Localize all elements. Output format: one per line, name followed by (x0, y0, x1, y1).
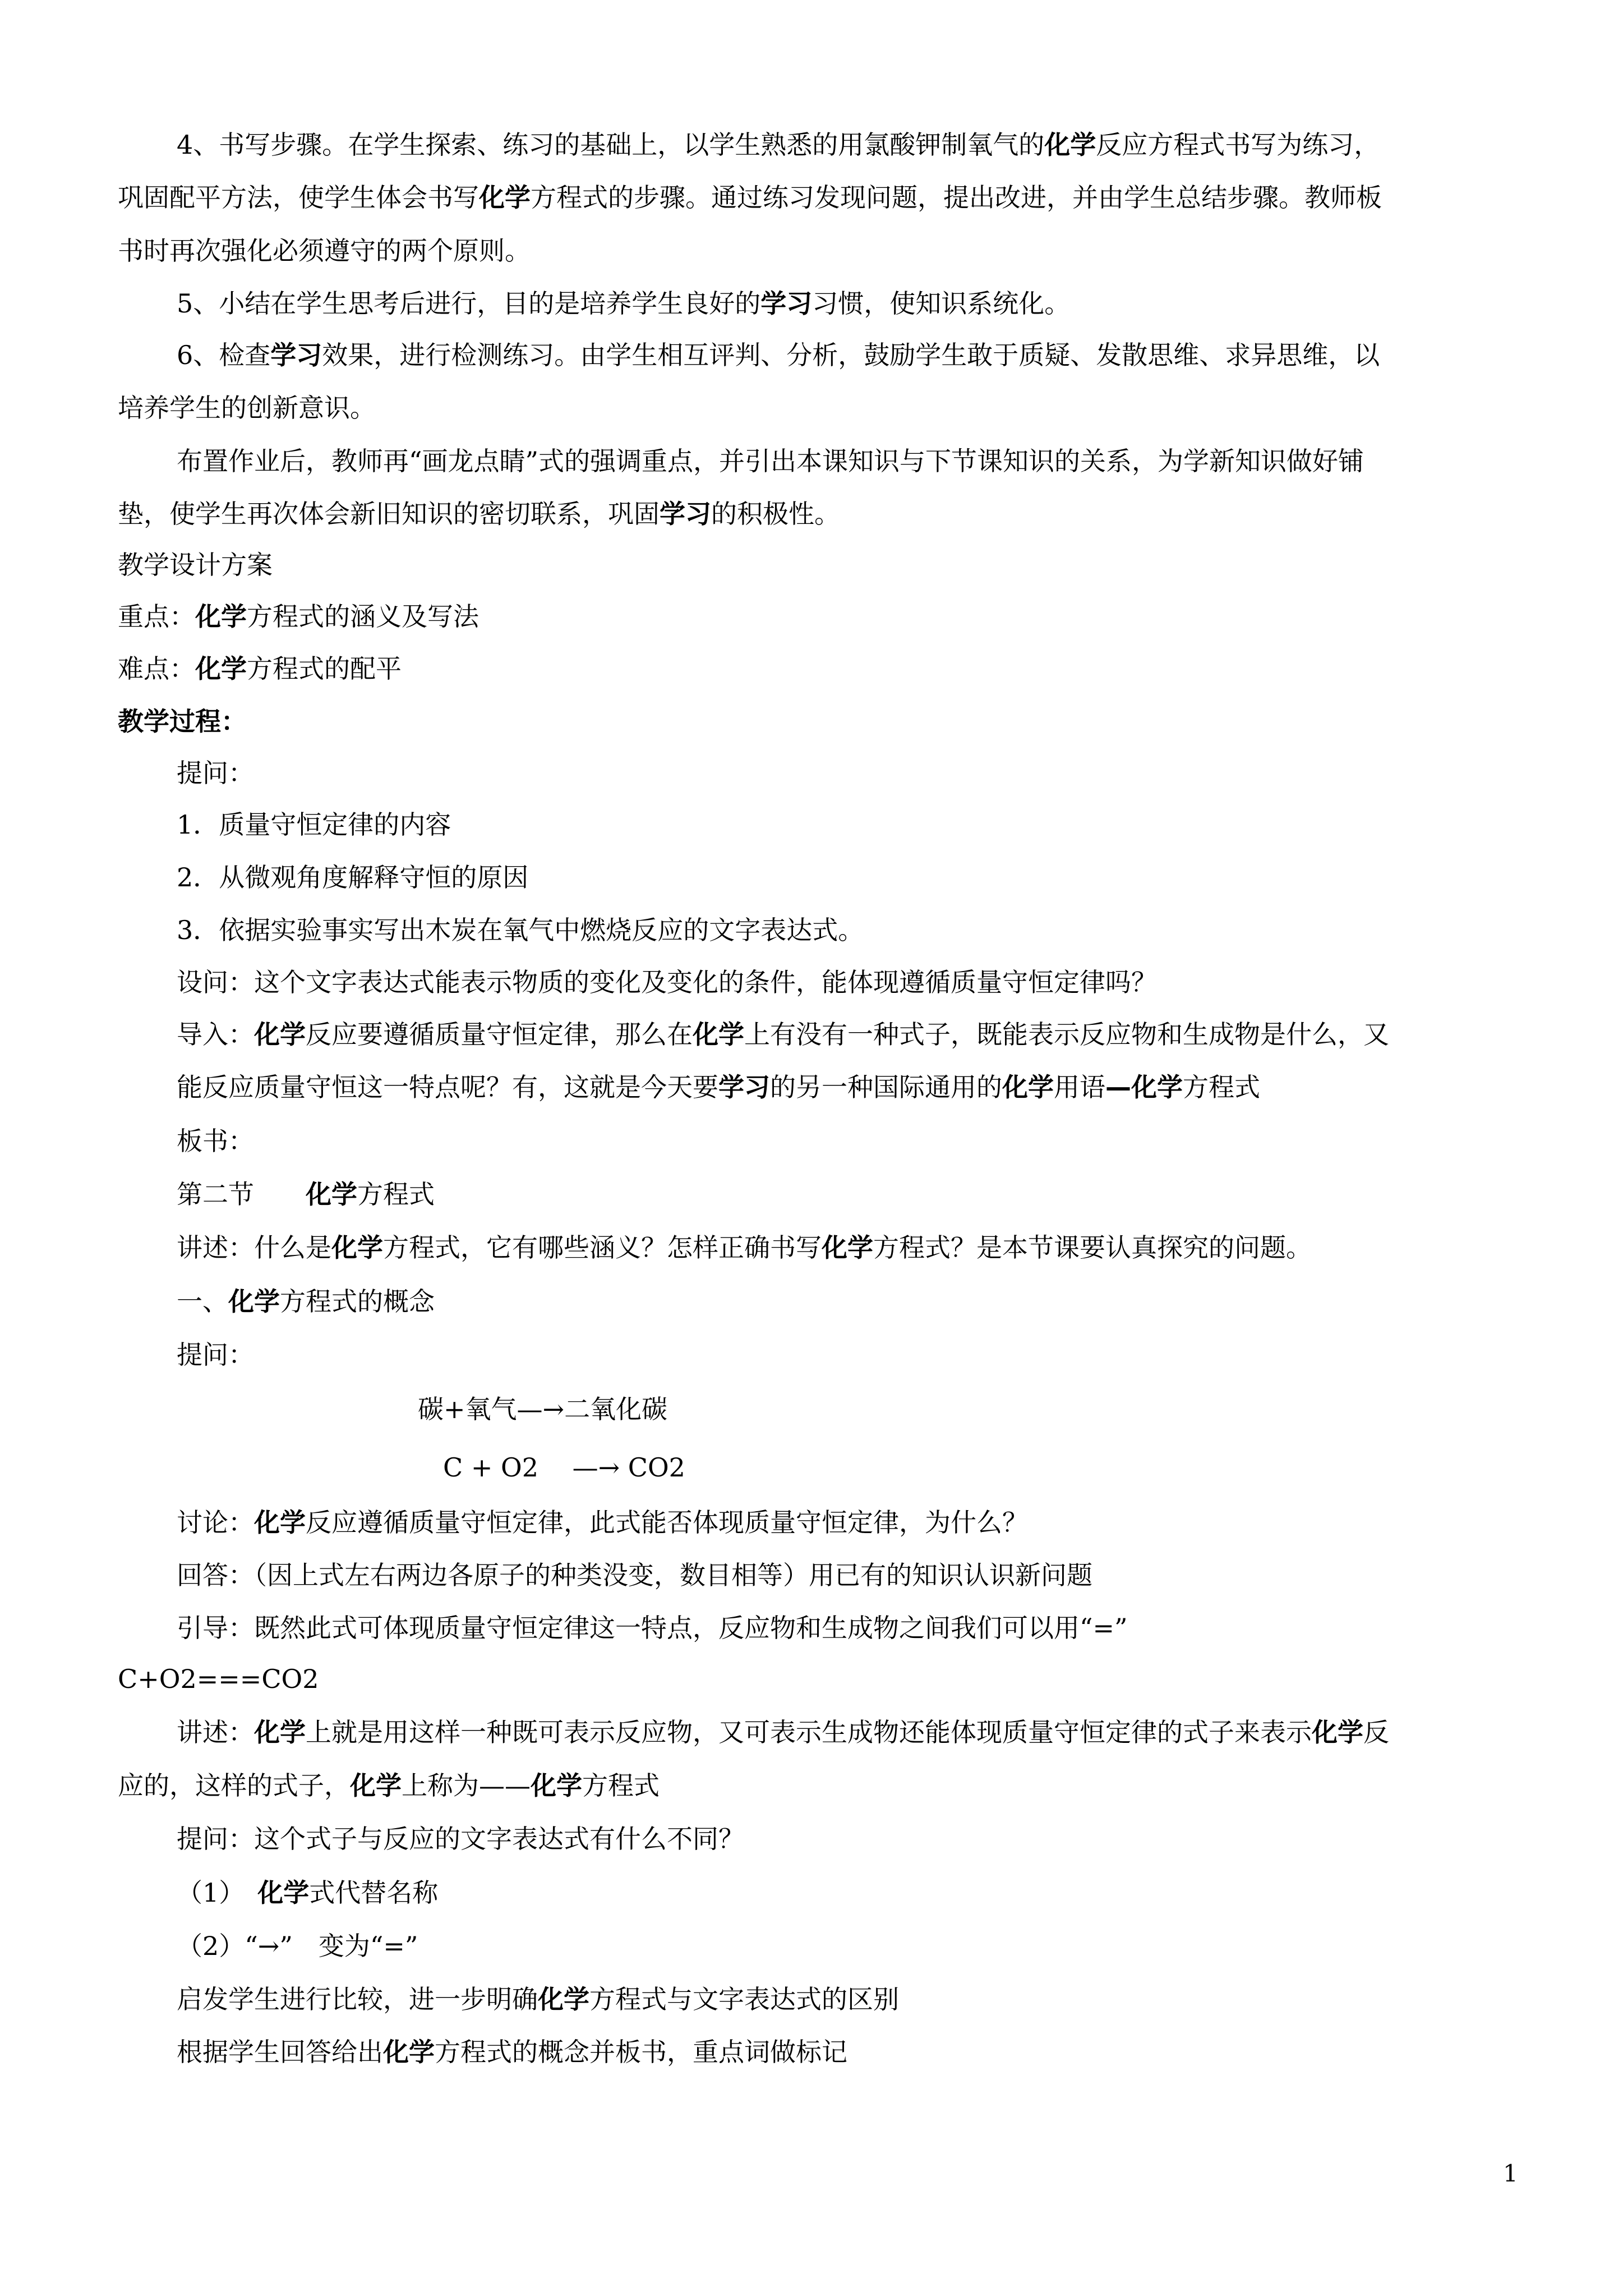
text-line (118, 1770, 660, 1801)
text-line (177, 2036, 847, 2068)
text-span: 式代替名称 (309, 1878, 439, 1908)
text-span: 上称为—— (402, 1770, 531, 1801)
text-line (177, 1071, 1260, 1103)
text-span: 反应要遵循质量守恒定律，那么在 (306, 1019, 693, 1050)
text-span: 上有没有一种式子，既能表示反应物和生成物是什么，又 (744, 1019, 1389, 1050)
text-span: 导入： (177, 1019, 254, 1050)
text-span: 6、检查 (177, 340, 271, 370)
text-span: 3．依据实验事实写出木炭在氧气中燃烧反应的文字表达式。 (177, 915, 864, 945)
bold-keyword: 学习 (718, 1072, 770, 1102)
bold-keyword: 化学 (331, 1232, 383, 1263)
text-span: 方程式 (582, 1770, 660, 1801)
text-span: 培养学生的创新意识。 (118, 393, 376, 423)
text-span: （1） (177, 1878, 258, 1908)
text-span: 反应方程式书写为练习， (1096, 130, 1380, 160)
text-line (177, 809, 451, 840)
text-span: 方程式与文字表达式的区别 (589, 1984, 899, 2014)
text-span: 提问： (177, 758, 254, 788)
text-line (118, 235, 531, 266)
bold-keyword: 化学 (822, 1232, 873, 1263)
text-span: 讲述：什么是 (177, 1232, 331, 1263)
text-span: 能反应质量守恒这一特点呢？有，这就是今天要 (177, 1072, 718, 1102)
text-span: 方程式 (1183, 1072, 1260, 1102)
text-span: 方程式的涵义及写法 (247, 601, 479, 632)
text-span: 1．质量守恒定律的内容 (177, 809, 451, 840)
bold-keyword: 化学 (254, 1717, 306, 1747)
text-span: 上就是用这样一种既可表示反应物，又可表示生成物还能体现质量守恒定律的式子来表示 (306, 1717, 1312, 1747)
text-span: 方程式？是本节课要认真探究的问题。 (873, 1232, 1312, 1263)
text-span: 讨论： (177, 1507, 254, 1538)
text-span: 用语 (1054, 1072, 1105, 1102)
text-span: 方程式 (357, 1179, 435, 1209)
text-span: 第二节 (177, 1179, 306, 1209)
text-line (177, 914, 864, 946)
text-span: 提问： (177, 1340, 254, 1370)
text-span: （2）“→” 变为“=” (177, 1931, 418, 1961)
text-line (443, 1452, 685, 1483)
text-line (177, 129, 1380, 160)
text-span: 4、书写步骤。在学生探索、练习的基础上，以学生熟悉的用氯酸钾制氧气的 (177, 130, 1045, 160)
text-line (118, 601, 479, 632)
text-line (177, 1232, 1312, 1263)
text-line (177, 1612, 1128, 1644)
text-line (177, 1930, 418, 1962)
text-span: 讲述： (177, 1717, 254, 1747)
bold-keyword: —化学 (1105, 1072, 1183, 1102)
text-span: 板书： (177, 1126, 254, 1156)
bold-keyword: 化学 (693, 1019, 744, 1050)
text-span: 碳+氧气—→二氧化碳 (418, 1394, 668, 1424)
text-span: 重点： (118, 601, 195, 632)
text-span: 巩固配平方法，使学生体会书写 (118, 182, 479, 213)
text-line (418, 1393, 667, 1425)
bold-keyword: 化学 (195, 654, 247, 684)
bold-keyword: 化学 (538, 1984, 589, 2014)
bold-keyword: 化学 (257, 1878, 310, 1908)
bold-keyword: 教学过程： (118, 706, 247, 737)
text-span: 效果，进行检测练习。由学生相互评判、分析，鼓励学生敢于质疑、发散思维、求异思维，以 (322, 340, 1380, 370)
text-line (177, 1286, 435, 1317)
text-span: 垫，使学生再次体会新旧知识的密切联系，巩固 (118, 499, 660, 529)
text-span: 5、小结在学生思考后进行，目的是培养学生良好的 (177, 288, 761, 319)
bold-keyword: 化学 (350, 1770, 402, 1801)
text-span: 引导：既然此式可体现质量守恒定律这一特点，反应物和生成物之间我们可以用“=” (177, 1613, 1128, 1643)
bold-keyword: 化学 (254, 1019, 306, 1050)
text-span: 教学设计方案 (118, 550, 273, 580)
text-line (118, 182, 1382, 213)
bold-keyword: 学习 (760, 288, 813, 319)
bold-keyword: 化学 (1044, 130, 1096, 160)
bold-keyword: 化学 (531, 1770, 582, 1801)
text-span: 书时再次强化必须遵守的两个原则。 (118, 236, 531, 266)
text-line (118, 498, 840, 530)
bold-keyword: 化学 (383, 2037, 435, 2067)
bold-keyword: 化学 (1002, 1072, 1054, 1102)
text-line (177, 445, 1364, 477)
text-line (177, 967, 1157, 998)
bold-keyword: 化学 (228, 1286, 280, 1317)
text-line (118, 653, 402, 684)
text-line (177, 1019, 1389, 1050)
text-span: 回答：（因上式左右两边各原子的种类没变，数目相等）用已有的知识认识新问题 (177, 1560, 1092, 1590)
text-span: 难点： (118, 654, 195, 684)
text-span: 方程式，它有哪些涵义？怎样正确书写 (383, 1232, 822, 1263)
text-span: 2．从微观角度解释守恒的原因 (177, 862, 529, 892)
text-span: 应的，这样的式子， (118, 1770, 350, 1801)
text-line (177, 1717, 1389, 1748)
text-line (177, 1125, 254, 1157)
text-line (177, 288, 1070, 319)
text-line (118, 706, 247, 737)
text-span: 启发学生进行比较，进一步明确 (177, 1984, 538, 2014)
text-line (177, 1339, 254, 1370)
text-span: 方程式的配平 (247, 654, 402, 684)
bold-keyword: 学习 (660, 499, 711, 529)
page-number: 1 (1503, 2160, 1518, 2187)
text-line (118, 549, 273, 581)
bold-keyword: 化学 (254, 1507, 306, 1538)
text-span: 的另一种国际通用的 (770, 1072, 1002, 1102)
text-line (177, 1559, 1092, 1591)
text-span: 布置作业后，教师再“画龙点睛”式的强调重点，并引出本课知识与下节课知识的关系，为学新知识做好铺 (177, 446, 1364, 476)
text-line (118, 392, 376, 424)
bold-keyword: 化学 (1312, 1717, 1363, 1747)
text-line (118, 1663, 319, 1695)
text-span: 方程式的概念 (280, 1286, 435, 1317)
text-line (177, 339, 1380, 371)
text-span: 方程式的概念并板书，重点词做标记 (435, 2037, 847, 2067)
text-span: C + O2 —→ CO2 (443, 1452, 685, 1483)
text-span: 一、 (177, 1286, 228, 1317)
text-line (177, 757, 254, 789)
text-span: 反应遵循质量守恒定律，此式能否体现质量守恒定律，为什么？ (306, 1507, 1028, 1538)
text-line (177, 1984, 899, 2015)
text-span: C+O2===CO2 (118, 1664, 319, 1694)
bold-keyword: 化学 (479, 182, 531, 213)
text-span: 根据学生回答给出 (177, 2037, 383, 2067)
bold-keyword: 化学 (306, 1179, 357, 1209)
bold-keyword: 学习 (270, 340, 322, 370)
text-span: 的积极性。 (711, 499, 840, 529)
text-span: 方程式的步骤。通过练习发现问题，提出改进，并由学生总结步骤。教师板 (531, 182, 1382, 213)
text-span: 习惯，使知识系统化。 (812, 288, 1071, 319)
text-span: 提问：这个式子与反应的文字表达式有什么不同？ (177, 1824, 744, 1854)
text-span: 反 (1363, 1717, 1389, 1747)
text-line (177, 1877, 438, 1908)
text-line (177, 1179, 435, 1210)
text-line (177, 1507, 1028, 1538)
text-line (177, 862, 528, 893)
bold-keyword: 化学 (195, 601, 247, 632)
text-span: 设问：这个文字表达式能表示物质的变化及变化的条件，能体现遵循质量守恒定律吗？ (177, 967, 1157, 997)
text-line (177, 1823, 744, 1855)
